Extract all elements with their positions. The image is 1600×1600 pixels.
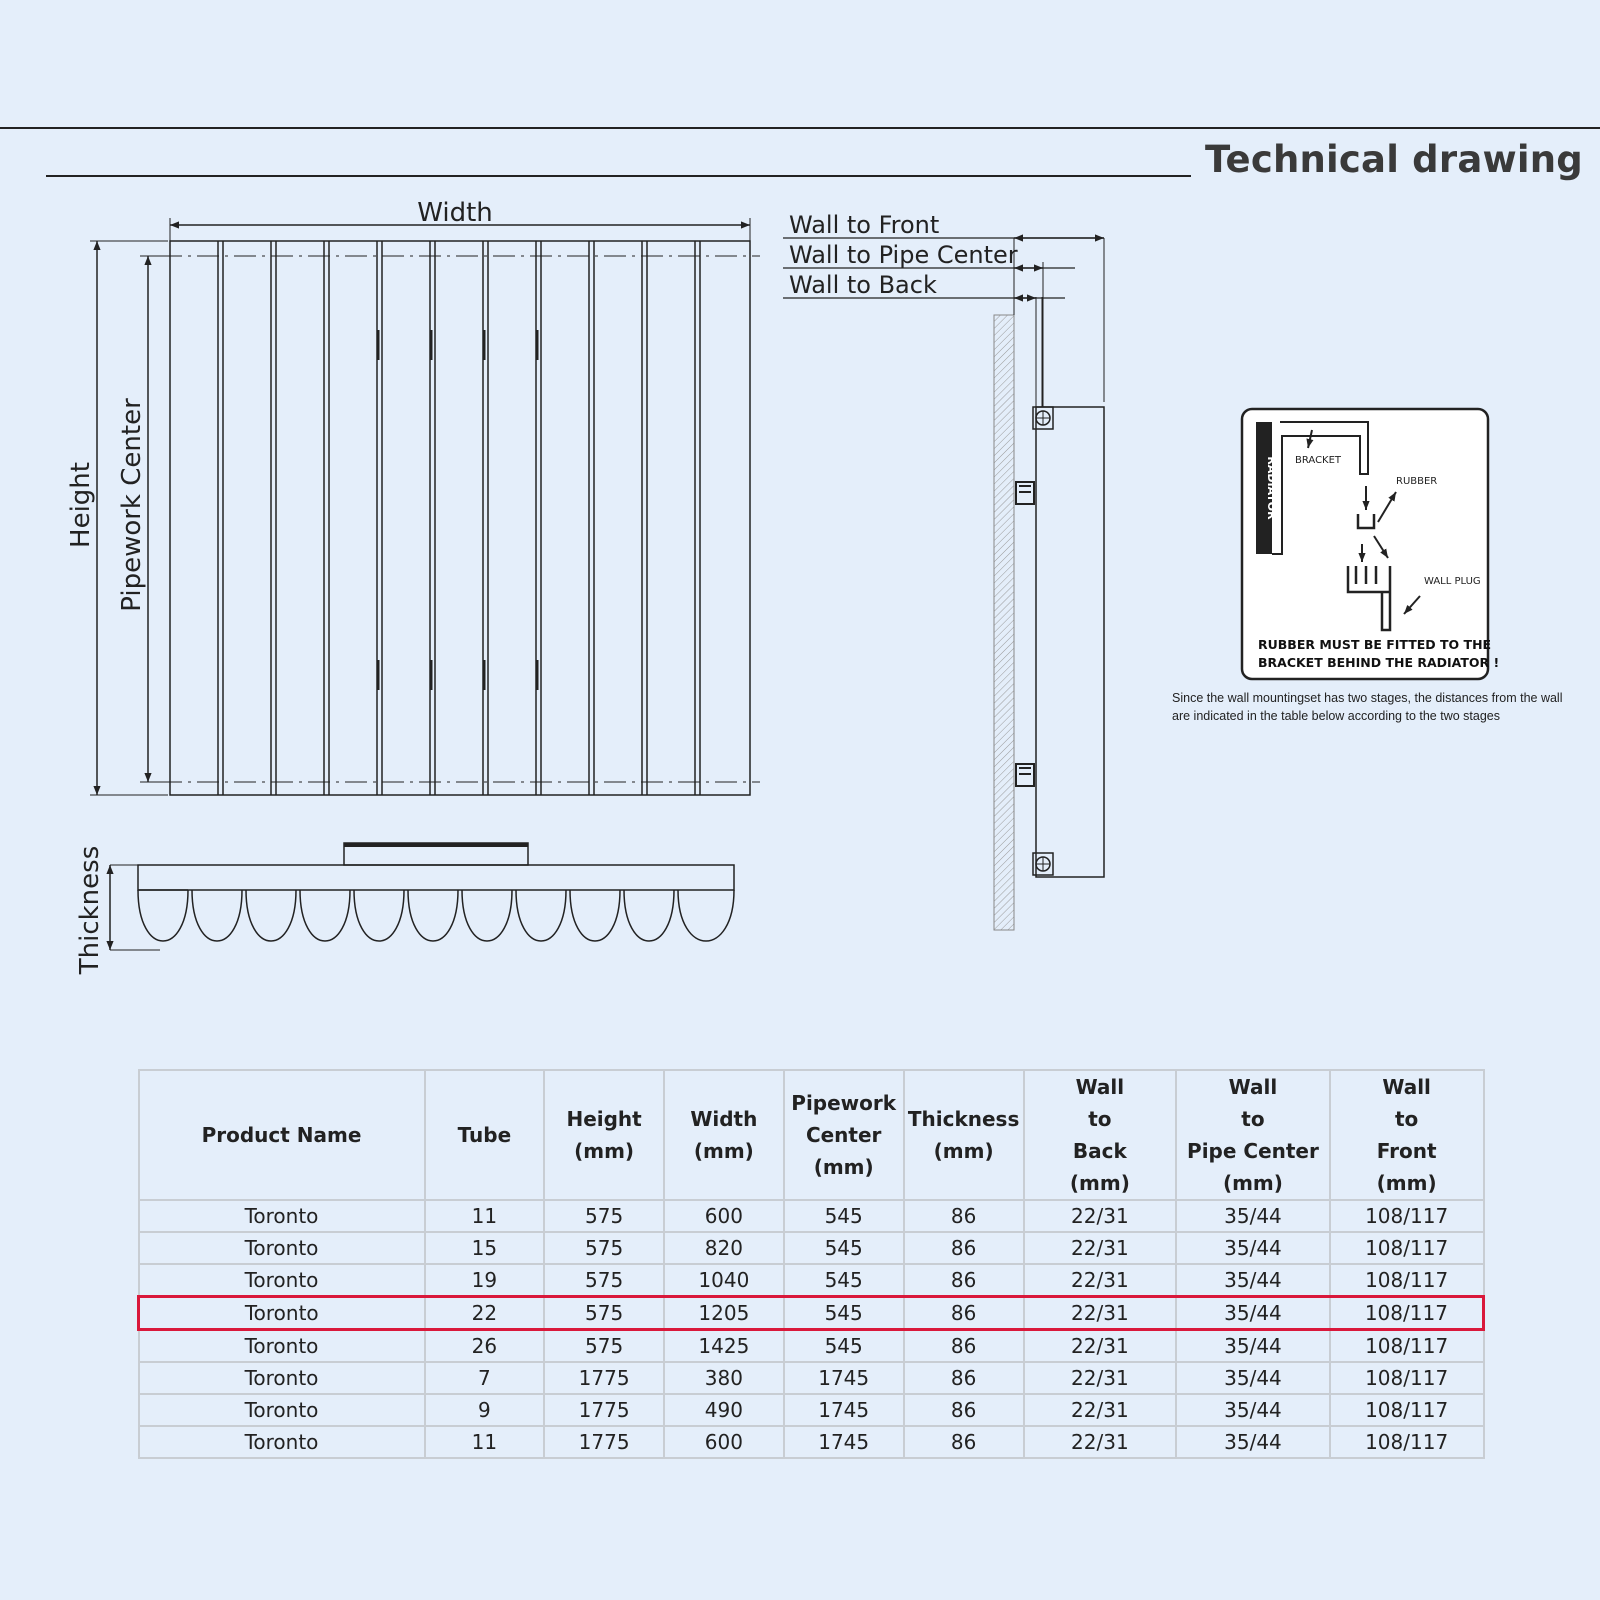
header-thickness bbox=[904, 1070, 1024, 1200]
spec-table-body bbox=[139, 1200, 1484, 1458]
header-wall-to-back bbox=[1024, 1070, 1177, 1200]
cell-tube: 11 bbox=[425, 1426, 545, 1458]
header-text: to bbox=[1394, 1107, 1419, 1131]
cell-product-name: Toronto bbox=[139, 1200, 425, 1232]
wall-to-pipe-center-label: Wall to Pipe Center bbox=[789, 241, 1018, 269]
cell-product-name: Toronto bbox=[139, 1232, 425, 1264]
cell-height: 1775 bbox=[544, 1362, 664, 1394]
cell-wall-to-pipe-center: 35/44 bbox=[1176, 1330, 1330, 1363]
header-text: (mm) bbox=[1069, 1171, 1130, 1195]
cell-pipework-center: 1745 bbox=[784, 1426, 904, 1458]
cell-product-name: Toronto bbox=[139, 1394, 425, 1426]
cell-wall-to-front: 108/117 bbox=[1330, 1426, 1484, 1458]
cell-tube: 9 bbox=[425, 1394, 545, 1426]
pipework-center-label: Pipework Center bbox=[117, 398, 147, 612]
table-row bbox=[139, 1232, 1484, 1264]
header-text: Center bbox=[805, 1123, 882, 1147]
cell-wall-to-back: 22/31 bbox=[1024, 1426, 1177, 1458]
cell-width: 380 bbox=[664, 1362, 784, 1394]
table-row bbox=[139, 1330, 1484, 1363]
table-row-highlighted bbox=[139, 1297, 1484, 1330]
rubber-label: RUBBER bbox=[1396, 476, 1438, 487]
cell-wall-to-back: 22/31 bbox=[1024, 1264, 1177, 1297]
cell-height: 575 bbox=[544, 1232, 664, 1264]
table-header-row bbox=[139, 1070, 1484, 1200]
header-tube bbox=[425, 1070, 545, 1200]
cell-tube: 19 bbox=[425, 1264, 545, 1297]
header-text: Back bbox=[1072, 1139, 1127, 1163]
cell-width: 820 bbox=[664, 1232, 784, 1264]
header-wall-to-pipe-center bbox=[1176, 1070, 1330, 1200]
header-text: Front bbox=[1376, 1139, 1437, 1163]
cell-wall-to-back: 22/31 bbox=[1024, 1330, 1177, 1363]
table-row bbox=[139, 1264, 1484, 1297]
cell-wall-to-front: 108/117 bbox=[1330, 1362, 1484, 1394]
cell-width: 600 bbox=[664, 1426, 784, 1458]
header-text: Wall bbox=[1075, 1075, 1125, 1099]
cell-thickness: 86 bbox=[904, 1394, 1024, 1426]
cell-width: 1040 bbox=[664, 1264, 784, 1297]
cell-wall-to-pipe-center: 35/44 bbox=[1176, 1394, 1330, 1426]
cell-wall-to-back: 22/31 bbox=[1024, 1232, 1177, 1264]
cell-height: 575 bbox=[544, 1297, 664, 1330]
header-text: (mm) bbox=[1222, 1171, 1283, 1195]
cell-width: 490 bbox=[664, 1394, 784, 1426]
cell-wall-to-back: 22/31 bbox=[1024, 1362, 1177, 1394]
cell-thickness: 86 bbox=[904, 1200, 1024, 1232]
wall-plug-label: WALL PLUG bbox=[1424, 576, 1481, 587]
warning-line-2: BRACKET BEHIND THE RADIATOR ! bbox=[1258, 655, 1500, 670]
header-text: Pipe Center bbox=[1187, 1139, 1319, 1163]
header-text: (mm) bbox=[933, 1139, 994, 1163]
cell-product-name: Toronto bbox=[139, 1426, 425, 1458]
page-title: Technical drawing bbox=[1205, 138, 1583, 181]
cell-width: 600 bbox=[664, 1200, 784, 1232]
cell-thickness: 86 bbox=[904, 1362, 1024, 1394]
header-text: Thickness bbox=[907, 1107, 1020, 1131]
cell-pipework-center: 1745 bbox=[784, 1362, 904, 1394]
thickness-label: Thickness bbox=[75, 845, 105, 975]
cell-height: 1775 bbox=[544, 1394, 664, 1426]
warning-line-1: RUBBER MUST BE FITTED TO THE bbox=[1258, 637, 1492, 652]
cell-pipework-center: 545 bbox=[784, 1232, 904, 1264]
cell-wall-to-front: 108/117 bbox=[1330, 1330, 1484, 1363]
height-label: Height bbox=[66, 462, 96, 548]
front-view bbox=[90, 218, 760, 795]
cell-width: 1205 bbox=[664, 1297, 784, 1330]
cell-wall-to-front: 108/117 bbox=[1330, 1232, 1484, 1264]
table-row bbox=[139, 1200, 1484, 1232]
spec-table-header bbox=[139, 1070, 1484, 1200]
cell-wall-to-pipe-center: 35/44 bbox=[1176, 1297, 1330, 1330]
radiator-label: RADIATOR bbox=[1265, 456, 1278, 520]
header-text: Pipework bbox=[791, 1091, 897, 1115]
wall-to-back-label: Wall to Back bbox=[789, 271, 937, 299]
cell-wall-to-front: 108/117 bbox=[1330, 1200, 1484, 1232]
header-text: Height bbox=[566, 1107, 642, 1131]
cell-wall-to-front: 108/117 bbox=[1330, 1264, 1484, 1297]
cell-pipework-center: 1745 bbox=[784, 1394, 904, 1426]
cell-wall-to-pipe-center: 35/44 bbox=[1176, 1200, 1330, 1232]
cell-pipework-center: 545 bbox=[784, 1200, 904, 1232]
cell-thickness: 86 bbox=[904, 1297, 1024, 1330]
header-pipework-center bbox=[784, 1070, 904, 1200]
cell-tube: 7 bbox=[425, 1362, 545, 1394]
cell-height: 575 bbox=[544, 1330, 664, 1363]
wall-to-front-label: Wall to Front bbox=[789, 211, 940, 239]
cell-height: 575 bbox=[544, 1264, 664, 1297]
cell-width: 1425 bbox=[664, 1330, 784, 1363]
mounting-note: Since the wall mountingset has two stages, the distances from the wall are indicated in the table below according to the two stages bbox=[1172, 691, 1563, 723]
spec-table bbox=[137, 1069, 1485, 1459]
cell-tube: 15 bbox=[425, 1232, 545, 1264]
header-text: (mm) bbox=[574, 1139, 635, 1163]
cell-wall-to-pipe-center: 35/44 bbox=[1176, 1362, 1330, 1394]
header-text: to bbox=[1088, 1107, 1112, 1131]
cell-wall-to-back: 22/31 bbox=[1024, 1297, 1177, 1330]
table-row bbox=[139, 1394, 1484, 1426]
side-view bbox=[783, 238, 1104, 930]
header-text: Wall bbox=[1382, 1075, 1431, 1099]
cell-wall-to-back: 22/31 bbox=[1024, 1200, 1177, 1232]
header-wall-to-front bbox=[1330, 1070, 1484, 1200]
bracket-label: BRACKET bbox=[1295, 455, 1342, 466]
cell-thickness: 86 bbox=[904, 1264, 1024, 1297]
thickness-view bbox=[110, 843, 734, 950]
table-row bbox=[139, 1426, 1484, 1458]
header-height bbox=[544, 1070, 664, 1200]
cell-pipework-center: 545 bbox=[784, 1264, 904, 1297]
cell-wall-to-pipe-center: 35/44 bbox=[1176, 1426, 1330, 1458]
header-width bbox=[664, 1070, 784, 1200]
cell-wall-to-back: 22/31 bbox=[1024, 1394, 1177, 1426]
cell-tube: 11 bbox=[425, 1200, 545, 1232]
header-text: (mm) bbox=[1376, 1171, 1437, 1195]
cell-pipework-center: 545 bbox=[784, 1330, 904, 1363]
cell-wall-to-pipe-center: 35/44 bbox=[1176, 1264, 1330, 1297]
cell-pipework-center: 545 bbox=[784, 1297, 904, 1330]
cell-height: 1775 bbox=[544, 1426, 664, 1458]
cell-wall-to-pipe-center: 35/44 bbox=[1176, 1232, 1330, 1264]
header-text: to bbox=[1241, 1107, 1265, 1131]
cell-wall-to-front: 108/117 bbox=[1330, 1394, 1484, 1426]
header-product-name bbox=[139, 1070, 425, 1200]
cell-height: 575 bbox=[544, 1200, 664, 1232]
cell-tube: 26 bbox=[425, 1330, 545, 1363]
header-text: Width bbox=[690, 1107, 758, 1131]
cell-product-name: Toronto bbox=[139, 1297, 425, 1330]
header-text: Tube bbox=[457, 1123, 512, 1147]
header-text: (mm) bbox=[813, 1155, 874, 1179]
cell-product-name: Toronto bbox=[139, 1264, 425, 1297]
width-label: Width bbox=[417, 198, 493, 228]
header-text: Wall bbox=[1228, 1075, 1278, 1099]
cell-product-name: Toronto bbox=[139, 1362, 425, 1394]
cell-product-name: Toronto bbox=[139, 1330, 425, 1363]
cell-thickness: 86 bbox=[904, 1232, 1024, 1264]
cell-wall-to-front: 108/117 bbox=[1330, 1297, 1484, 1330]
cell-thickness: 86 bbox=[904, 1330, 1024, 1363]
header-text: (mm) bbox=[693, 1139, 754, 1163]
cell-tube: 22 bbox=[425, 1297, 545, 1330]
header-text: Product Name bbox=[201, 1123, 362, 1147]
cell-thickness: 86 bbox=[904, 1426, 1024, 1458]
table-row bbox=[139, 1362, 1484, 1394]
